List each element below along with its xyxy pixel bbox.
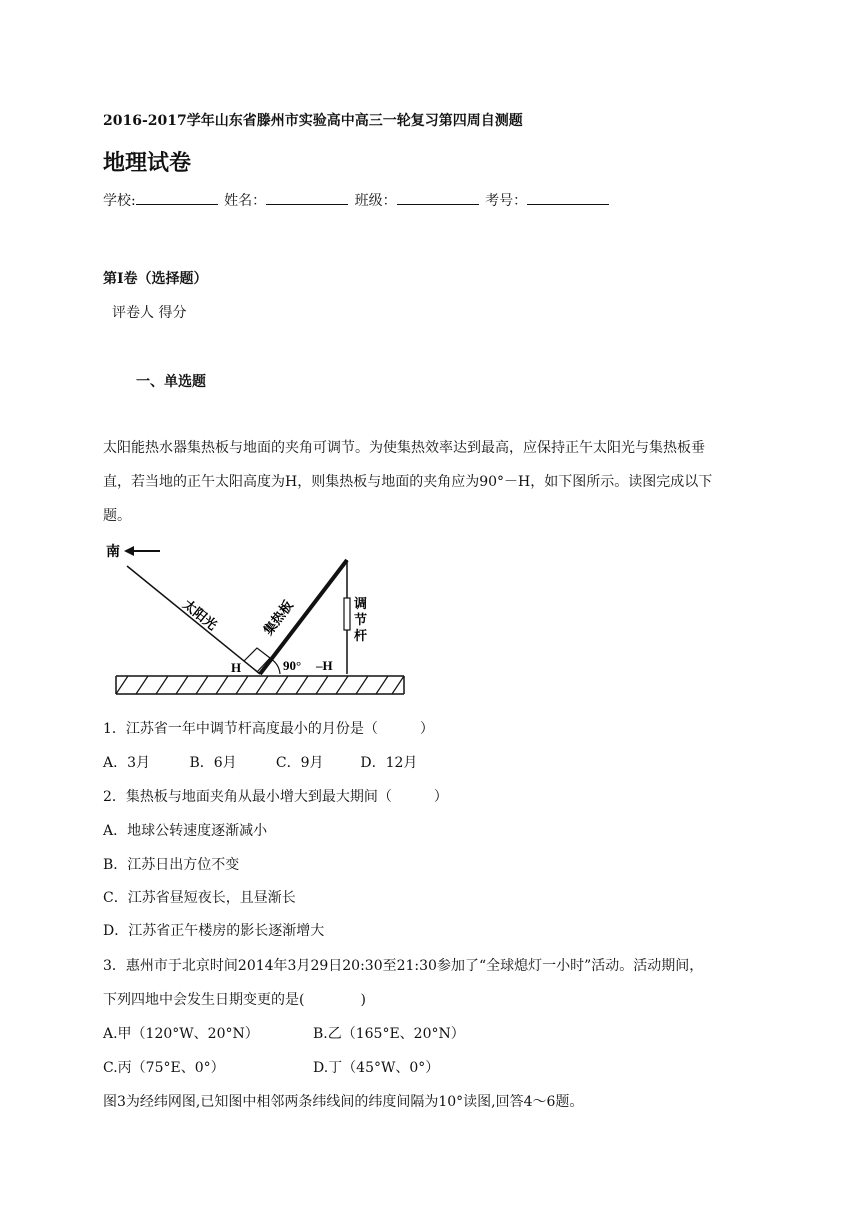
school-label: 学校: — [103, 193, 136, 209]
q1-option-a[interactable]: A．3月 — [103, 755, 151, 771]
ground — [116, 676, 404, 694]
question-1-options — [103, 752, 417, 772]
student-info-row — [103, 190, 611, 210]
panel-label: 集热板 — [260, 597, 296, 638]
q3-option-d[interactable]: D.丁（45°W、0°） — [313, 1060, 440, 1076]
school-blank[interactable] — [136, 192, 218, 205]
exam-subtitle: 2016-2017学年山东省滕州市实验高中高三一轮复习第四周自测题 — [103, 113, 523, 129]
q2-option-c[interactable]: C．江苏省昼短夜长，且昼渐长 — [103, 890, 296, 906]
name-label: 姓名： — [224, 193, 267, 209]
sunlight-ray — [127, 566, 260, 674]
exam-title: 地理试卷 — [103, 150, 192, 176]
south-arrow-icon — [124, 546, 160, 556]
exam-number-blank[interactable] — [527, 192, 609, 205]
question-3-line-2: 下列四地中会发生日期变更的是( ) — [103, 992, 366, 1008]
question-1: 1．江苏省一年中调节杆高度最小的月份是（ ） — [103, 721, 434, 737]
rod-sleeve — [344, 598, 350, 630]
class-blank[interactable] — [397, 192, 479, 205]
q2-option-d[interactable]: D．江苏省正午楼房的影长逐渐增大 — [103, 923, 325, 939]
question-4-intro: 图3为经纬网图,已知图中相邻两条纬线间的纬度间隔为10°读图,回答4～6题。 — [103, 1094, 584, 1110]
solar-heater-diagram — [104, 536, 408, 706]
q1-option-d[interactable]: D．12月 — [360, 755, 418, 771]
q2-option-b[interactable]: B．江苏日出方位不变 — [103, 857, 240, 873]
question-type-heading: 一、单选题 — [136, 374, 206, 390]
q2-option-a[interactable]: A．地球公转速度逐渐减小 — [103, 823, 268, 839]
south-label: 南 — [106, 545, 120, 560]
sunlight-label: 太阳光 — [180, 596, 220, 633]
angle-arc — [271, 659, 280, 674]
rod-label-1: 调 — [354, 596, 368, 611]
scorer-label: 评卷人 得分 — [112, 305, 187, 321]
h-label: H — [231, 660, 242, 675]
q3-option-a[interactable]: A.甲（120°W、20°N） — [103, 1026, 259, 1042]
intro-line-1: 太阳能热水器集热板与地面的夹角可调节。为使集热效率达到最高，应保持正午太阳光与集热板垂 — [103, 440, 705, 456]
minus-h-label: –H — [316, 658, 333, 673]
angle-label: 90° — [283, 658, 302, 673]
rod-label-2: 节 — [354, 612, 368, 627]
intro-line-2: 直，若当地的正午太阳高度为H，则集热板与地面的夹角应为90°－H，如下图所示。读图完成以下 — [103, 474, 713, 490]
question-2: 2．集热板与地面夹角从最小增大到最大期间（ ） — [103, 789, 448, 805]
class-label: 班级： — [354, 193, 397, 209]
intro-line-3: 题。 — [103, 508, 131, 524]
name-blank[interactable] — [266, 192, 348, 205]
q3-option-c[interactable]: C.丙（75°E、0°） — [103, 1060, 225, 1076]
section-title: 第I卷（选择题） — [103, 271, 208, 287]
q1-option-b[interactable]: B．6月 — [189, 755, 237, 771]
q1-option-c[interactable]: C．9月 — [275, 755, 324, 771]
exam-number-label: 考号： — [485, 193, 528, 209]
question-3-line-1: 3．惠州市于北京时间2014年3月29日20:30至21:30参加了“全球熄灯一小时”活动。活动期间， — [103, 958, 704, 974]
rod-label-3: 杆 — [354, 628, 368, 643]
q3-option-b[interactable]: B.乙（165°E、20°N） — [313, 1026, 465, 1042]
